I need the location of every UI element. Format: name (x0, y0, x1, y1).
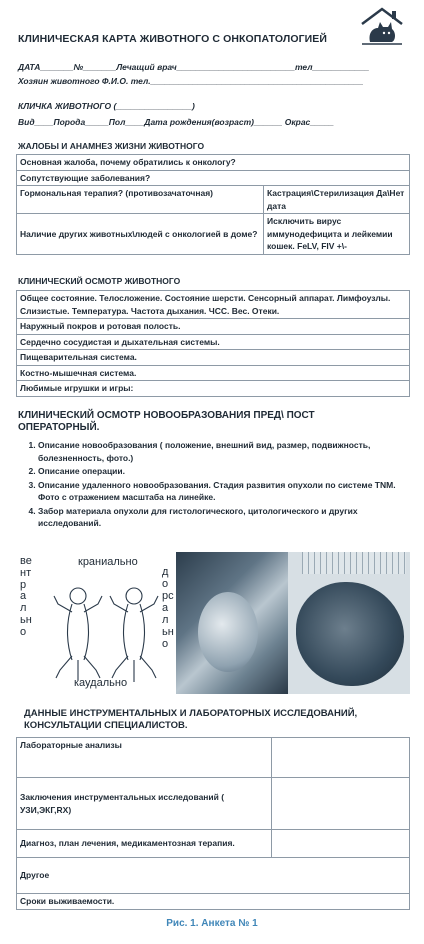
ruler-shape (302, 552, 406, 574)
exam-row-skin: Наружный покров и ротовая полость. (17, 319, 410, 335)
tumor-item-4: 4. Забор материала опухоли для гистологического, цитологического и других исследований. (38, 505, 400, 530)
exam-row-digestive: Пищеварительная система. (17, 350, 410, 366)
label-caudal: каудально (74, 677, 128, 689)
tumor-photo-limb (176, 552, 288, 694)
animal-name-line: КЛИЧКА ЖИВОТНОГО (________________) (18, 101, 195, 111)
house-cat-logo (358, 6, 406, 46)
tumor-exam-list (20, 439, 400, 530)
tumor-item-2: 2. Описание операции. (38, 465, 400, 478)
exam-heading: КЛИНИЧЕСКИЙ ОСМОТР ЖИВОТНОГО (18, 276, 181, 286)
complaint-virus: Исключить вирус иммунодефицита и лейкемии кошек. FeLV, FIV +\- (264, 214, 410, 255)
exam-row-general: Общее состояние. Телосложение. Состояние шерсти. Сенсорный аппарат. Лимфоузлы. Слизистые. Температура. Частота дыхания. ЧСС. Вес. Отеки. (17, 291, 410, 319)
complaints-heading: ЖАЛОБЫ И АНАМНЕЗ ЖИЗНИ ЖИВОТНОГО (18, 141, 205, 151)
excised-mass-shape (296, 582, 404, 686)
tumor-item-1: 1. Описание новообразования ( положение, внешний вид, размер, подвижность, болезненность, фото.) (38, 439, 400, 464)
tumor-item-3: 3. Описание удаленного новообразования. Стадия развития опухоли по системе TNM. Фото с отражением масштаба на линейке. (38, 479, 400, 504)
lab-row-survival: Сроки выживаемости. (17, 894, 410, 910)
exam-row-musculo: Костно-мышечная система. (17, 365, 410, 381)
date-doctor-line: ДАТА_______№_______Лечащий врач_________________________тел____________ (18, 62, 370, 72)
complaint-other-animals: Наличие других животных\людей с онкологией в доме? (17, 214, 264, 255)
figure-caption: Рис. 1. Анкета № 1 (166, 918, 258, 929)
label-cranial: краниально (78, 556, 138, 568)
lab-heading: ДАННЫЕ ИНСТРУМЕНТАЛЬНЫХ И ЛАБОРАТОРНЫХ ИССЛЕДОВАНИЙ, КОНСУЛЬТАЦИИ СПЕЦИАЛИСТОВ. (24, 708, 358, 731)
animal-details-line: Вид____Порода_____Пол____Дата рождения(возраст)______ Окрас_____ (18, 117, 334, 127)
exam-row-cardio: Сердечно сосудистая и дыхательная системы. (17, 334, 410, 350)
anatomy-diagram (16, 552, 176, 694)
page-title: КЛИНИЧЕСКАЯ КАРТА ЖИВОТНОГО С ОНКОПАТОЛОГИЕЙ (18, 33, 328, 45)
excised-tumor-photo (288, 552, 410, 694)
lab-row-instrumental: Заключения инструментальных исследований ( УЗИ,ЭКГ,RX) (17, 778, 272, 830)
exam-table (16, 290, 410, 397)
complaint-main: Основная жалоба, почему обратились к онкологу? (17, 155, 410, 171)
complaint-castration: Кастрация\Стерилизация Да\Нет дата (264, 186, 410, 214)
owner-line: Хозяин животного Ф.И.О. тел._____________________________________________ (18, 76, 364, 86)
label-ventral: вентрально (20, 555, 32, 638)
label-dorsal: дорсально (162, 566, 174, 650)
animal-outline-icon (16, 552, 176, 694)
tumor-mass-shape (198, 592, 258, 672)
lab-row-analyses: Лабораторные анализы (17, 738, 272, 778)
lab-table (16, 737, 410, 910)
lab-cell-empty-3 (272, 830, 410, 858)
tumor-exam-list-wrap (20, 439, 400, 531)
complaints-table (16, 154, 410, 255)
lab-cell-empty-2 (272, 778, 410, 830)
lab-row-other: Другое (17, 858, 410, 894)
exam-row-toys: Любимые игрушки и игры: (17, 381, 410, 397)
lab-cell-empty-1 (272, 738, 410, 778)
tumor-exam-heading: КЛИНИЧЕСКИЙ ОСМОТР НОВООБРАЗОВАНИЯ ПРЕД\ ПОСТ ОПЕРАТОРНЫЙ. (18, 410, 315, 433)
complaint-hormonal: Гормональная терапия? (противозачаточная) (17, 186, 264, 214)
complaint-comorbid: Сопутствующие заболевания? (17, 170, 410, 186)
lab-row-diagnosis: Диагноз, план лечения, медикаментозная терапия. (17, 830, 272, 858)
